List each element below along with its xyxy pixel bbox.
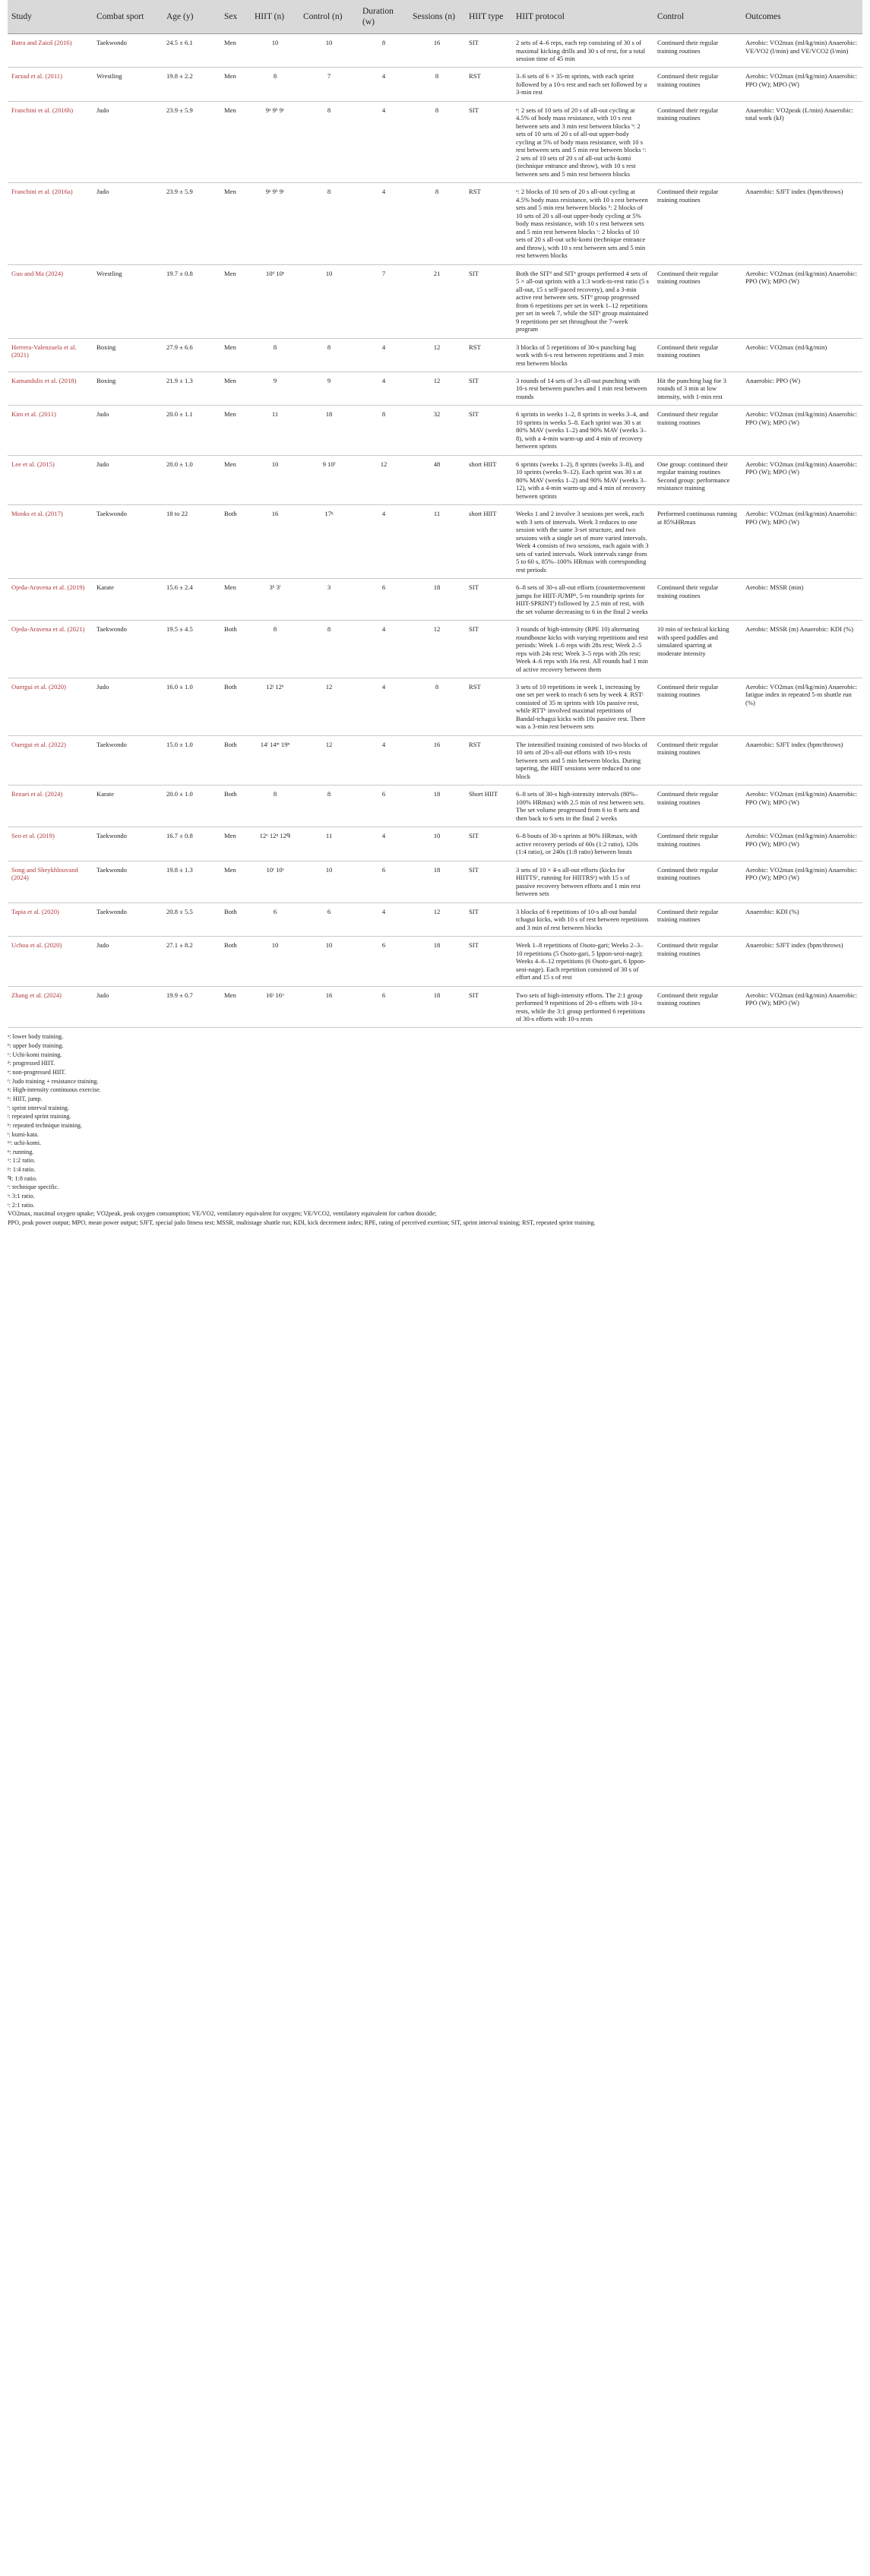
outcomes-cell: Aerobic: VO2max (ml/kg/min) Anaerobic: PPO (W); MPO (W)	[742, 68, 862, 101]
sport-cell: Judo	[93, 101, 163, 182]
sport-cell: Taekwondo	[93, 735, 163, 785]
control-cell: Continued their regular training routines	[653, 827, 742, 861]
hiit-n-cell: 10	[251, 937, 299, 986]
sex-cell: Men	[220, 338, 251, 371]
hiit-type-cell: SIT	[465, 827, 512, 861]
hiit-type-cell: SIT	[465, 579, 512, 621]
protocol-cell: 6 sprints in weeks 1–2, 8 sprints in weeks 3–4, and 10 sprints in weeks 5–8. Each sprint was 30 s at 80% MAV (weeks 1–2) and 90% MAV (weeks 3–8), with a 4-min warm-up and 4 min of recovery between sprints	[512, 406, 653, 455]
duration-cell: 4	[359, 505, 409, 579]
sessions-cell: 18	[409, 986, 465, 1028]
hiit-n-cell: 8	[251, 621, 299, 678]
sessions-cell: 8	[409, 68, 465, 101]
footnote-line: ᵉ: non-progressed HIIT.	[8, 1069, 66, 1076]
hiit-n-cell: 10ʳ 10ˢ	[251, 861, 299, 902]
protocol-cell: 3 blocks of 5 repetitions of 30-s punching bag work with 6-s rest between repetitions and 3 min rest between blocks	[512, 338, 653, 371]
sessions-cell: 12	[409, 371, 465, 405]
duration-cell: 4	[359, 902, 409, 936]
control-cell: One group: continued their regular training routines Second group: performance resistance training	[653, 455, 742, 504]
outcomes-cell: Aerobic: VO2max (ml/kg/min) Anaerobic: PPO (W); MPO (W)	[742, 827, 862, 861]
header-row	[8, 0, 862, 34]
table-row	[8, 735, 862, 785]
footnote-line: ᵈ: progressed HIIT.	[8, 1060, 55, 1067]
age-cell: 27.1 ± 8.2	[163, 937, 220, 986]
sport-cell: Taekwondo	[93, 827, 163, 861]
sport-cell: Karate	[93, 579, 163, 621]
control-n-cell: 11	[299, 827, 359, 861]
table-footnotes	[0, 1028, 870, 1230]
hiit-type-cell: SIT	[465, 902, 512, 936]
col-header-study: Study	[8, 0, 93, 34]
table-row	[8, 371, 862, 405]
duration-cell: 6	[359, 861, 409, 902]
study-cell[interactable]: Tapia et al. (2020)	[8, 902, 93, 936]
sex-cell: Both	[220, 937, 251, 986]
sex-cell: Men	[220, 455, 251, 504]
sessions-cell: 10	[409, 827, 465, 861]
sex-cell: Men	[220, 579, 251, 621]
protocol-cell: Both the SITᵈ and SITᵉ groups performed 4 sets of 5 × all-out sprints with a 1:3 work-to-rest ratio (5 s all-out, 15 s self-paced recovery), and a 3-min active rest between sets. SITᵈ group progressed from 6 repetitions per set in week 1–12 repetitions per set in week 7, while the SITᵉ group maintained 9 repetitions per set throughout the 7-week program	[512, 264, 653, 338]
control-cell: Performed continuous running at 85%HRmax	[653, 505, 742, 579]
sex-cell: Both	[220, 678, 251, 736]
duration-cell: 4	[359, 101, 409, 182]
hiit-type-cell: SIT	[465, 861, 512, 902]
hiit-type-cell: Short HIIT	[465, 785, 512, 827]
hiit-n-cell: 3ʰ 3ⁱ	[251, 579, 299, 621]
sport-cell: Taekwondo	[93, 861, 163, 902]
duration-cell: 8	[359, 34, 409, 68]
study-cell[interactable]: Ojeda-Aravena et al. (2021)	[8, 621, 93, 678]
age-cell: 20.0 ± 1.1	[163, 406, 220, 455]
sessions-cell: 21	[409, 264, 465, 338]
control-n-cell: 10	[299, 264, 359, 338]
outcomes-cell: Anaerobic: SJFT index (bpm/throws)	[742, 735, 862, 785]
hiit-type-cell: RST	[465, 735, 512, 785]
control-cell: Continued their regular training routines	[653, 579, 742, 621]
protocol-cell: The intensified training consisted of two blocks of 10 sets of 20-s all-out efforts with 10-s rests between sets and 5 min between blocks. During tapering, the HIIT sessions were reduced to one block	[512, 735, 653, 785]
outcomes-cell: Aerobic: MSSR (m) Anaerobic: KDI (%)	[742, 621, 862, 678]
hiit-type-cell: SIT	[465, 621, 512, 678]
hiit-type-cell: SIT	[465, 264, 512, 338]
col-header-sex: Sex	[220, 0, 251, 34]
hiit-n-cell: 8	[251, 68, 299, 101]
age-cell: 23.9 ± 5.9	[163, 183, 220, 264]
control-cell: Continued their regular training routines	[653, 678, 742, 736]
control-n-cell: 9 10ᶠ	[299, 455, 359, 504]
hiit-type-cell: SIT	[465, 34, 512, 68]
footnote-line: ᶜ: Uchi-komi training.	[8, 1051, 62, 1058]
study-cell[interactable]: Franchini et al. (2016b)	[8, 101, 93, 182]
footnote-line: ⁱ: sprint interval training.	[8, 1104, 70, 1111]
hiit-type-cell: RST	[465, 678, 512, 736]
control-cell: Hit the punching bag for 3 rounds of 3 min at low intensity, with 1-min rest	[653, 371, 742, 405]
study-characteristics-table	[8, 0, 862, 1028]
protocol-cell: 3 rounds of high-intensity (RPE 10) alternating roundhouse kicks with varying repetitions and rest periods: Week 1–6 reps with 28s rest; Week 2–5 reps with 24s rest; Week 3–5 reps with 20s rest; Week 4–6 reps with 16s rest. All rounds had 1 min of active recovery between them	[512, 621, 653, 678]
study-cell[interactable]: Ouergui et al. (2022)	[8, 735, 93, 785]
duration-cell: 4	[359, 621, 409, 678]
footnote-line: ᵐ: uchi-komi.	[8, 1139, 42, 1147]
footnote-line: VO2max, maximal oxygen uptake; VO2peak, peak oxygen consumption; VE/VO2, ventilatory equivalent for oxygen; VE/VCO2, ventilatory equivalent for carbon dioxide;	[8, 1210, 437, 1218]
study-cell[interactable]: Uchoa et al. (2020)	[8, 937, 93, 986]
study-cell[interactable]: Monks et al. (2017)	[8, 505, 93, 579]
outcomes-cell: Aerobic: VO2max (ml/kg/min) Anaerobic: PPO (W); MPO (W)	[742, 861, 862, 902]
sport-cell: Boxing	[93, 338, 163, 371]
outcomes-cell: Anaerobic: KDI (%)	[742, 902, 862, 936]
table-body	[8, 34, 862, 1028]
hiit-n-cell: 9	[251, 371, 299, 405]
footnote-line: ⁿ: running.	[8, 1148, 34, 1155]
table-row	[8, 406, 862, 455]
outcomes-cell: Anaerobic: PPO (W)	[742, 371, 862, 405]
table-row	[8, 902, 862, 936]
sport-cell: Karate	[93, 785, 163, 827]
sex-cell: Men	[220, 264, 251, 338]
control-cell: Continued their regular training routines	[653, 264, 742, 338]
age-cell: 18 to 22	[163, 505, 220, 579]
control-n-cell: 8	[299, 621, 359, 678]
sport-cell: Wrestling	[93, 68, 163, 101]
control-cell: Continued their regular training routines	[653, 338, 742, 371]
duration-cell: 4	[359, 68, 409, 101]
control-cell: Continued their regular training routines	[653, 861, 742, 902]
control-n-cell: 18	[299, 406, 359, 455]
footnote-line: ʰ: HIIT, jump.	[8, 1095, 43, 1102]
protocol-cell: ᵃ: 2 sets of 10 sets of 20 s of all-out cycling at 4.5% of body mass resistance, with 10 s rest between sets and 3 min rest between blocks ᵇ: 2 sets of 10 sets of 20 s of all-out upper-body cycling at 5% of body mass resistance, with 10 s rest between sets and 5 min rest between blocks ᶜ: 2 sets of 10 sets of 20 s of all-out uchi-komi (technique entrance and throw), with 10 s rest between sets and 5 min rest between blocks	[512, 101, 653, 182]
outcomes-cell: Anaerobic: SJFT index (bpm/throws)	[742, 183, 862, 264]
age-cell: 20.0 ± 1.0	[163, 785, 220, 827]
study-cell[interactable]: Seo et al. (2019)	[8, 827, 93, 861]
outcomes-cell: Anaerobic: VO2peak (L/min) Anaerobic: total work (kJ)	[742, 101, 862, 182]
study-cell[interactable]: Ouergui et al. (2020)	[8, 678, 93, 736]
col-header-hiit-n: HIIT (n)	[251, 0, 299, 34]
sport-cell: Judo	[93, 183, 163, 264]
sport-cell: Judo	[93, 406, 163, 455]
study-cell[interactable]: Batra and Zaioš (2016)	[8, 34, 93, 68]
footnote-line: ᑫ: 1:8 ratio.	[8, 1174, 38, 1182]
control-n-cell: 10	[299, 937, 359, 986]
age-cell: 19.7 ± 0.8	[163, 264, 220, 338]
outcomes-cell: Aerobic: VO2max (ml/kg/min) Anaerobic: VE/VO2 (l/min) and VE/VCO2 (l/min)	[742, 34, 862, 68]
footnote-line: ˢ: 3:1 ratio.	[8, 1193, 35, 1199]
footnote-line: ˡ: kumi-kata.	[8, 1130, 39, 1138]
control-n-cell: 8	[299, 183, 359, 264]
control-n-cell: 9	[299, 371, 359, 405]
outcomes-cell: Aerobic: VO2max (ml/kg/min) Anaerobic: PPO (W); MPO (W)	[742, 406, 862, 455]
col-header-sport: Combat sport	[93, 0, 163, 34]
sex-cell: Both	[220, 735, 251, 785]
sex-cell: Both	[220, 621, 251, 678]
duration-cell: 6	[359, 986, 409, 1028]
sex-cell: Both	[220, 902, 251, 936]
study-cell[interactable]: Franchini et al. (2016a)	[8, 183, 93, 264]
sex-cell: Men	[220, 371, 251, 405]
study-cell[interactable]: Kim et al. (2011)	[8, 406, 93, 455]
age-cell: 19.9 ± 0.7	[163, 986, 220, 1028]
protocol-cell: 3–6 sets of 6 × 35-m sprints, with each sprint followed by a 10-s rest and each set followed by a 3-min rest	[512, 68, 653, 101]
sport-cell: Taekwondo	[93, 902, 163, 936]
study-cell[interactable]: Song and Sheykhlouvand (2024)	[8, 861, 93, 902]
table-row	[8, 861, 862, 902]
footnote-line: ᵃ: lower body training.	[8, 1033, 64, 1041]
hiit-n-cell: 10	[251, 34, 299, 68]
footnote-line: PPO, peak power output; MPO, mean power output; SJFT, special judo fitness test; MSSR, multistage shuttle run; KDI, kick decrement index; RPE, rating of perceived exertion; SIT, sprint interval training; RST, repeated sprint training.	[8, 1218, 596, 1226]
sessions-cell: 32	[409, 406, 465, 455]
footnote-line: ᵗ: 2:1 ratio.	[8, 1201, 35, 1209]
table-row	[8, 505, 862, 579]
sex-cell: Men	[220, 406, 251, 455]
control-cell: Continued their regular training routines	[653, 101, 742, 182]
protocol-cell: Week 1–8 repetitions of Osoto-gari; Weeks 2–3–10 repetitions (5 Osoto-gari, 5 Ippon-seoi-nage); Weeks 4–6–12 repetitions (6 Osoto-gari, 6 Ippon-seoi-nage). Each repetition consisted of 30 s of effort and 15 s of rest	[512, 937, 653, 986]
hiit-type-cell: SIT	[465, 986, 512, 1028]
duration-cell: 6	[359, 579, 409, 621]
duration-cell: 8	[359, 406, 409, 455]
table-row	[8, 678, 862, 736]
control-cell: Continued their regular training routines	[653, 406, 742, 455]
study-cell[interactable]: Herrera-Valenzuela et al. (2021)	[8, 338, 93, 371]
study-cell[interactable]: Guo and Ma (2024)	[8, 264, 93, 338]
hiit-n-cell: 16ᵗ 16ᵘ	[251, 986, 299, 1028]
hiit-type-cell: RST	[465, 68, 512, 101]
footnote-line: ʳ: technique specific.	[8, 1184, 59, 1191]
sex-cell: Both	[220, 505, 251, 579]
sex-cell: Men	[220, 986, 251, 1028]
age-cell: 21.9 ± 1.3	[163, 371, 220, 405]
sex-cell: Men	[220, 34, 251, 68]
document-page	[0, 0, 870, 1231]
col-header-hiit-type: HIIT type	[465, 0, 512, 34]
table-row	[8, 338, 862, 371]
sex-cell: Men	[220, 183, 251, 264]
control-n-cell: 10	[299, 34, 359, 68]
outcomes-cell: Aerobic: VO2max (ml/kg/min) Anaerobic: PPO (W); MPO (W)	[742, 505, 862, 579]
sex-cell: Men	[220, 861, 251, 902]
hiit-type-cell: RST	[465, 338, 512, 371]
duration-cell: 7	[359, 264, 409, 338]
hiit-n-cell: 6	[251, 902, 299, 936]
outcomes-cell: Anaerobic: SJFT index (bpm/throws)	[742, 937, 862, 986]
col-header-duration: Duration (w)	[359, 0, 409, 34]
sport-cell: Judo	[93, 937, 163, 986]
control-n-cell: 7	[299, 68, 359, 101]
study-cell[interactable]: Rezaei et al. (2024)	[8, 785, 93, 827]
col-header-protocol: HIIT protocol	[512, 0, 653, 34]
age-cell: 15.0 ± 1.0	[163, 735, 220, 785]
footnote-line: ᵒ: 1:2 ratio.	[8, 1157, 36, 1165]
hiit-n-cell: 12ʲ 12ᵏ	[251, 678, 299, 736]
hiit-type-cell: SIT	[465, 371, 512, 405]
sport-cell: Wrestling	[93, 264, 163, 338]
col-header-control: Control	[653, 0, 742, 34]
col-header-control-n: Control (n)	[299, 0, 359, 34]
sex-cell: Men	[220, 827, 251, 861]
sport-cell: Taekwondo	[93, 505, 163, 579]
outcomes-cell: Aerobic: VO2max (ml/kg/min) Anaerobic: PPO (W); MPO (W)	[742, 264, 862, 338]
hiit-n-cell: 8	[251, 338, 299, 371]
footnote-line: ʲ: repeated sprint training.	[8, 1113, 71, 1120]
hiit-type-cell: short HIIT	[465, 505, 512, 579]
footnote-line: ᵇ: upper body training.	[8, 1042, 64, 1050]
protocol-cell: Weeks 1 and 2 involve 3 sessions per week, each with 3 sets of intervals. Week 3 reduces to one session with the same 3-set structure, and two sessions with a single set of more varied intervals. Week 4 consists of two sessions, each again with 3 sets of varied intervals. Work intervals range from 5 to 60 s, 85%–100% HRmax with corresponding rest periods	[512, 505, 653, 579]
hiit-n-cell: 16	[251, 505, 299, 579]
table-row	[8, 579, 862, 621]
control-n-cell: 3	[299, 579, 359, 621]
study-cell[interactable]: Kamandulis et al. (2018)	[8, 371, 93, 405]
sessions-cell: 12	[409, 902, 465, 936]
outcomes-cell: Aerobic: VO2max (ml/kg/min) Anaerobic: PPO (W); MPO (W)	[742, 986, 862, 1028]
sport-cell: Judo	[93, 986, 163, 1028]
sex-cell: Men	[220, 101, 251, 182]
sessions-cell: 12	[409, 621, 465, 678]
table-row	[8, 68, 862, 101]
duration-cell: 4	[359, 371, 409, 405]
protocol-cell: 6 sprints (weeks 1–2), 8 sprints (weeks 3–8), and 10 sprints (weeks 9–12). Each sprint was 30 s at 80% MAV (weeks 1–2) and 90% MAV (weeks 3–12), with a 4-min warm-up and 4 min of recovery between sprints	[512, 455, 653, 504]
duration-cell: 4	[359, 735, 409, 785]
control-n-cell: 12	[299, 735, 359, 785]
control-n-cell: 8	[299, 338, 359, 371]
sessions-cell: 8	[409, 101, 465, 182]
outcomes-cell: Aerobic: VO2max (ml/kg/min) Anaerobic: fatigue index in repeated 5-m shuttle run (%)	[742, 678, 862, 736]
age-cell: 23.9 ± 5.9	[163, 101, 220, 182]
control-n-cell: 12	[299, 678, 359, 736]
sessions-cell: 8	[409, 183, 465, 264]
age-cell: 19.8 ± 2.2	[163, 68, 220, 101]
age-cell: 24.5 ± 6.1	[163, 34, 220, 68]
control-n-cell: 6	[299, 902, 359, 936]
table-row	[8, 34, 862, 68]
protocol-cell: 6–8 sets of 30-s high-intensity intervals (80%–100% HRmax) with 2.5 min of rest between sets. The set volume progressed from 6 to 8 sets and then back to 6 sets in the final 2 weeks	[512, 785, 653, 827]
sessions-cell: 18	[409, 579, 465, 621]
hiit-type-cell: SIT	[465, 937, 512, 986]
duration-cell: 6	[359, 785, 409, 827]
hiit-n-cell: 14ˡ 14ᵐ 19ⁿ	[251, 735, 299, 785]
study-cell[interactable]: Ojeda-Aravena et al. (2019)	[8, 579, 93, 621]
sessions-cell: 48	[409, 455, 465, 504]
control-cell: 10 min of technical kicking with speed paddles and simulated sparring at moderate intensity	[653, 621, 742, 678]
hiit-n-cell: 9ᵃ 9ᵇ 9ᶜ	[251, 101, 299, 182]
duration-cell: 12	[359, 455, 409, 504]
control-cell: Continued their regular training routines	[653, 902, 742, 936]
age-cell: 20.8 ± 5.5	[163, 902, 220, 936]
footnote-line: ᶠ: Judo training + resistance training.	[8, 1077, 99, 1085]
control-cell: Continued their regular training routines	[653, 735, 742, 785]
hiit-type-cell: short HIIT	[465, 455, 512, 504]
control-cell: Continued their regular training routines	[653, 785, 742, 827]
sport-cell: Judo	[93, 455, 163, 504]
sport-cell: Taekwondo	[93, 621, 163, 678]
control-n-cell: 8	[299, 101, 359, 182]
study-cell[interactable]: Farzad et al. (2011)	[8, 68, 93, 101]
control-n-cell: 8	[299, 785, 359, 827]
outcomes-cell: Aerobic: VO2max (ml/kg/min)	[742, 338, 862, 371]
protocol-cell: 3 rounds of 14 sets of 3-s all-out punching with 10-s rest between punches and 1 min rest between rounds	[512, 371, 653, 405]
control-cell: Continued their regular training routines	[653, 34, 742, 68]
footnote-line: ᵍ: High-intensity continuous exercise.	[8, 1086, 101, 1094]
control-n-cell: 17ᵍ	[299, 505, 359, 579]
table-row	[8, 101, 862, 182]
control-n-cell: 10	[299, 861, 359, 902]
col-header-age: Age (y)	[163, 0, 220, 34]
col-header-sessions: Sessions (n)	[409, 0, 465, 34]
sessions-cell: 18	[409, 937, 465, 986]
duration-cell: 4	[359, 338, 409, 371]
age-cell: 19.8 ± 1.3	[163, 861, 220, 902]
outcomes-cell: Aerobic: VO2max (ml/kg/min) Anaerobic: PPO (W); MPO (W)	[742, 455, 862, 504]
table-row	[8, 986, 862, 1028]
sessions-cell: 16	[409, 34, 465, 68]
protocol-cell: 6–8 bouts of 30-s sprints at 90% HRmax, with active recovery periods of 60s (1:2 ratio), 120s (1:4 ratio), or 240s (1:8 ratio) between bouts	[512, 827, 653, 861]
table-row	[8, 264, 862, 338]
control-cell: Continued their regular training routines	[653, 68, 742, 101]
footnote-line: ᵖ: 1:4 ratio.	[8, 1166, 36, 1174]
study-cell[interactable]: Lee et al. (2015)	[8, 455, 93, 504]
duration-cell: 4	[359, 678, 409, 736]
age-cell: 19.5 ± 4.5	[163, 621, 220, 678]
protocol-cell: ᵃ: 2 blocks of 10 sets of 20 s all-out cycling at 4.5% body mass resistance, with 10 s rest between sets and 5 min rest between blocks ᵇ: 2 blocks of 10 sets of 20 s all-out upper-body cycling at 5% body mass resistance, with 10 s rest between sets and 5 min rest between blocks ᶜ: 2 blocks of 10 sets of 20 s all-out uchi-komi (technique entrance and throw), with 10 s rest between sets and 5 min rest between blocks	[512, 183, 653, 264]
study-cell[interactable]: Zhang et al. (2024)	[8, 986, 93, 1028]
table-row	[8, 621, 862, 678]
duration-cell: 4	[359, 827, 409, 861]
protocol-cell: 6–8 sets of 30-s all-out efforts (countermovement jumps for HIIT-JUMPʰ, 5-m roundtrip sprints for HIIT-SPRINTⁱ) followed by 2.5 min of rest, with the set volume decreasing to 6 in the final 2 weeks	[512, 579, 653, 621]
hiit-n-cell: 9ᵃ 9ᵇ 9ᶜ	[251, 183, 299, 264]
hiit-n-cell: 10ᵈ 10ᵉ	[251, 264, 299, 338]
hiit-n-cell: 11	[251, 406, 299, 455]
age-cell: 16.0 ± 1.0	[163, 678, 220, 736]
control-cell: Continued their regular training routines	[653, 183, 742, 264]
sport-cell: Boxing	[93, 371, 163, 405]
sessions-cell: 11	[409, 505, 465, 579]
hiit-type-cell: SIT	[465, 101, 512, 182]
sessions-cell: 18	[409, 861, 465, 902]
control-cell: Continued their regular training routines	[653, 986, 742, 1028]
table-row	[8, 937, 862, 986]
sport-cell: Judo	[93, 678, 163, 736]
hiit-n-cell: 10	[251, 455, 299, 504]
sessions-cell: 12	[409, 338, 465, 371]
footnote-line: ᵏ: repeated technique training.	[8, 1121, 83, 1129]
age-cell: 27.9 ± 6.6	[163, 338, 220, 371]
table-row	[8, 827, 862, 861]
protocol-cell: 3 blocks of 6 repetitions of 10-s all-out bandal tchagui kicks, with 10 s of rest between repetitions and 3 min of rest between blocks	[512, 902, 653, 936]
duration-cell: 4	[359, 183, 409, 264]
protocol-cell: Two sets of high-intensity efforts. The 2:1 group performed 9 repetitions of 20-s efforts with 10-s rests, while the 3:1 group performed 6 repetitions of 30-s efforts with 10-s rests	[512, 986, 653, 1028]
protocol-cell: 3 sets of 10 × 4-s all-out efforts (kicks for HIITTSʳ, running for HIITRSˢ) with 15 s of passive recovery between efforts and 1 min rest between sets	[512, 861, 653, 902]
age-cell: 16.7 ± 0.8	[163, 827, 220, 861]
sport-cell: Taekwondo	[93, 34, 163, 68]
sessions-cell: 8	[409, 678, 465, 736]
hiit-type-cell: RST	[465, 183, 512, 264]
sex-cell: Men	[220, 68, 251, 101]
sex-cell: Both	[220, 785, 251, 827]
table-row	[8, 455, 862, 504]
age-cell: 15.6 ± 2.4	[163, 579, 220, 621]
hiit-type-cell: SIT	[465, 406, 512, 455]
protocol-cell: 3 sets of 10 repetitions in week 1, increasing by one set per week to reach 6 sets by week 4. RSTʲ consisted of 35 m sprints with 10s passive rest, while RTTᵏ involved maximal repetitions of Bandal-tchagui kicks with 10s passive rest. There was a 3-min rest between sets	[512, 678, 653, 736]
hiit-n-cell: 12ᵒ 12ᵖ 12ᑫ	[251, 827, 299, 861]
table-row	[8, 785, 862, 827]
control-n-cell: 16	[299, 986, 359, 1028]
control-cell: Continued their regular training routines	[653, 937, 742, 986]
outcomes-cell: Aerobic: VO2max (ml/kg/min) Anaerobic: PPO (W); MPO (W)	[742, 785, 862, 827]
age-cell: 20.0 ± 1.0	[163, 455, 220, 504]
protocol-cell: 2 sets of 4–6 reps, each rep consisting of 30 s of maximal kicking drills and 30 s of rest, for a total session time of 45 min	[512, 34, 653, 68]
outcomes-cell: Aerobic: MSSR (min)	[742, 579, 862, 621]
hiit-n-cell: 8	[251, 785, 299, 827]
sessions-cell: 16	[409, 735, 465, 785]
table-row	[8, 183, 862, 264]
col-header-outcomes: Outcomes	[742, 0, 862, 34]
sessions-cell: 18	[409, 785, 465, 827]
duration-cell: 6	[359, 937, 409, 986]
